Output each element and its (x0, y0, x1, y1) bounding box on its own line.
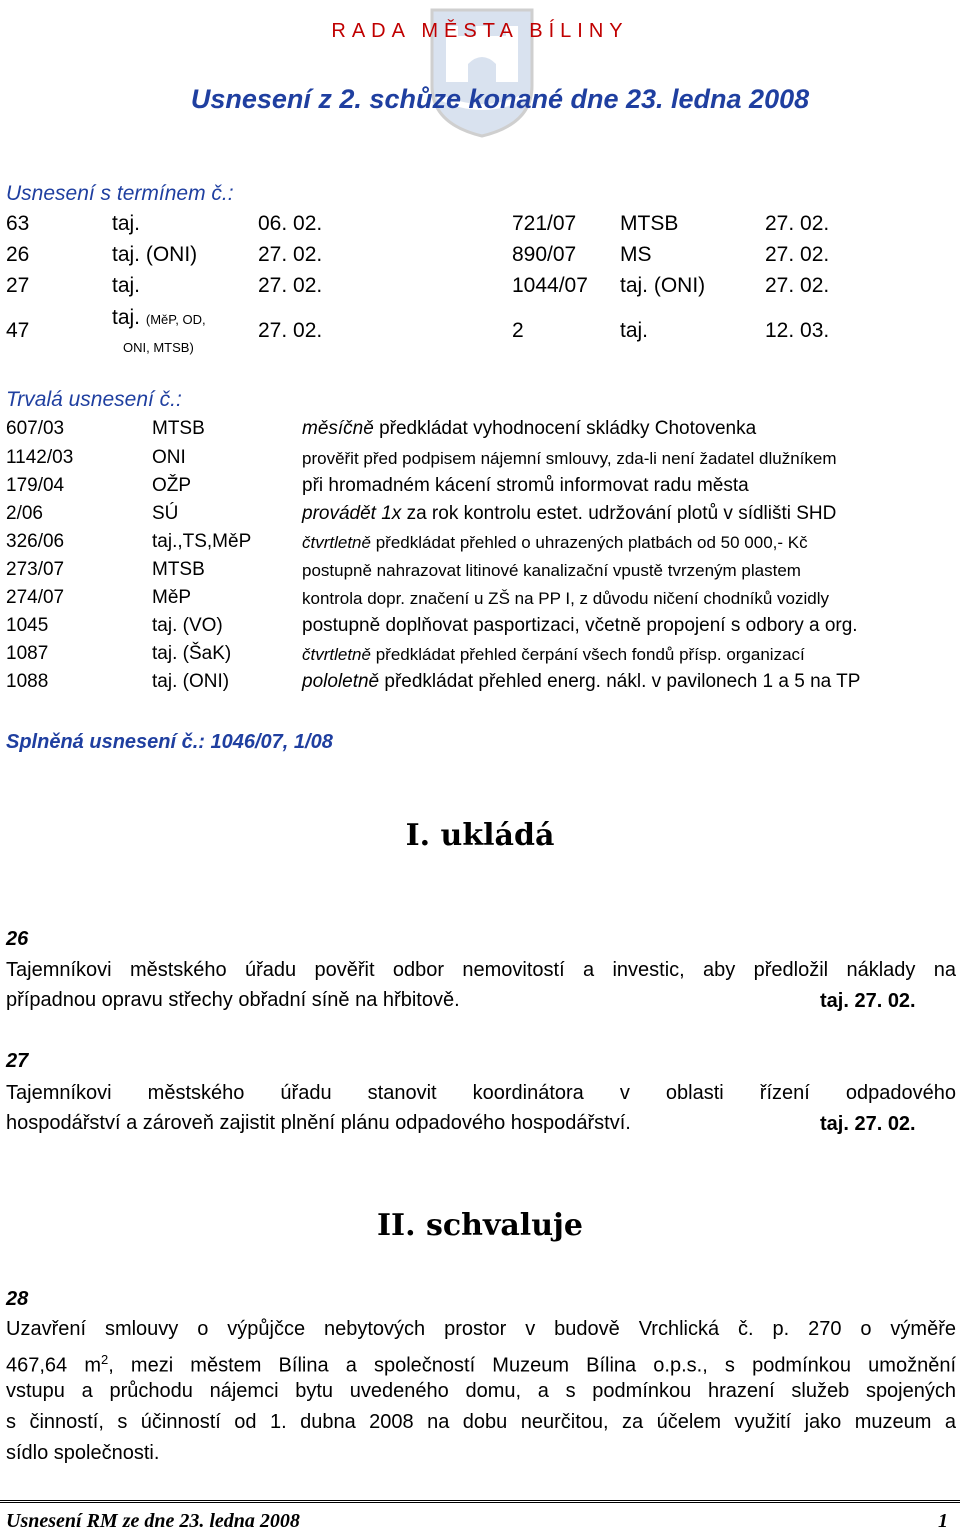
deadlines-heading: Usnesení s termínem č.: (6, 182, 234, 205)
deadline-number: 63 (6, 212, 30, 235)
permanent-number: 1087 (6, 643, 49, 664)
deadline-responsible: MTSB (620, 212, 679, 235)
permanent-task: měsíčně předkládat vyhodnocení skládky Chotovenka (302, 418, 757, 439)
deadline-responsible: taj. (620, 319, 649, 342)
item-number: 27 (6, 1050, 29, 1072)
permanent-responsible: ONI (152, 447, 186, 468)
permanent-number: 179/04 (6, 475, 65, 496)
deadline-responsible: MS (620, 243, 652, 266)
deadline-responsible: taj. (ONI) (620, 274, 706, 297)
permanent-task: pololetně předkládat přehled energ. nákl. v pavilonech 1 a 5 na TP (302, 671, 861, 692)
permanent-number: 2/06 (6, 503, 43, 524)
permanent-number: 607/03 (6, 418, 65, 439)
permanent-responsible: taj. (ŠaK) (152, 643, 232, 664)
item-text-line: případnou opravu střechy obřadní síně na hřbitově. (6, 989, 460, 1011)
deadline-number: 27 (6, 274, 30, 297)
item-text-line: 467,64 $m^2$, mezi městem Bílina a společností Muzeum Bílina o.p.s., s podmínkou umožnění (6, 1352, 956, 1377)
deadline-date: 27. 02. (765, 274, 830, 297)
permanent-task: postupně nahrazovat litinové kanalizační vpustě tvrzeným plastem (302, 561, 801, 580)
deadline-responsible: taj. (ONI) (112, 243, 198, 266)
deadline-number: 47 (6, 319, 30, 342)
item-text-line: Tajemníkovi městského úřadu pověřit odbor nemovitostí a investic, aby předložil náklady na (6, 959, 956, 981)
permanent-task: při hromadném kácení stromů informovat radu města (302, 475, 749, 496)
deadline-date: 27. 02. (258, 319, 323, 342)
deadline-number: 26 (6, 243, 30, 266)
permanent-task: čtvrtletně předkládat přehled čerpání všech fondů přísp. organizací (302, 645, 805, 664)
permanent-number: 1142/03 (6, 447, 74, 468)
permanent-task: kontrola dopr. značení u ZŠ na PP I, z důvodu ničení chodníků vozidly (302, 589, 830, 608)
item-deadline: taj. 27. 02. (820, 1113, 916, 1135)
permanent-responsible: SÚ (152, 503, 179, 524)
permanent-number: 273/07 (6, 559, 65, 580)
permanent-responsible: MTSB (152, 559, 205, 580)
permanent-number: 1088 (6, 671, 49, 692)
permanent-task: postupně doplňovat pasportizaci, včetně propojení s odbory a org. (302, 615, 858, 636)
deadline-responsible-detail: (MěP, OD, (145, 312, 206, 327)
council-name: RADA MĚSTA BÍLINY (331, 20, 629, 42)
permanent-task: provádět 1x za rok kontrolu estet. udržování plotů v sídlišti SHD (302, 503, 837, 524)
item-text-line: sídlo společnosti. (6, 1442, 160, 1464)
deadline-number: 2 (512, 319, 524, 342)
section-heading: I. ukládá (405, 818, 555, 853)
deadline-responsible-detail-line2: ONI, MTSB) (123, 340, 194, 355)
item-text-line: hospodářství a zároveň zajistit plnění plánu odpadového hospodářství. (6, 1112, 631, 1134)
fulfilled-resolutions: Splněná usnesení č.: 1046/07, 1/08 (6, 731, 333, 753)
permanent-number: 1045 (6, 615, 49, 636)
item-number: 26 (6, 928, 29, 950)
permanent-heading: Trvalá usnesení č.: (6, 388, 182, 411)
deadline-date: 27. 02. (258, 243, 323, 266)
permanent-number: 274/07 (6, 587, 65, 608)
deadline-number: 1044/07 (512, 274, 588, 297)
item-number: 28 (6, 1288, 29, 1310)
permanent-task: prověřit před podpisem nájemní smlouvy, zda-li není žadatel dlužníkem (302, 449, 837, 468)
permanent-number: 326/06 (6, 531, 65, 552)
deadline-date: 12. 03. (765, 319, 830, 342)
item-text-line: s činností, s účinností od 1. dubna 2008 na dobu neurčitou, za účelem využití jako muzeum a (6, 1411, 956, 1433)
permanent-responsible: MěP (152, 587, 192, 608)
item-deadline: taj. 27. 02. (820, 990, 916, 1012)
permanent-responsible: MTSB (152, 418, 205, 439)
footer-text: Usnesení RM ze dne 23. ledna 2008 (6, 1510, 300, 1532)
deadline-responsible: taj. (112, 212, 141, 235)
permanent-responsible: taj. (VO) (152, 615, 223, 636)
deadline-number: 890/07 (512, 243, 577, 266)
deadline-responsible-main: taj. (112, 306, 141, 329)
deadline-date: 27. 02. (765, 212, 830, 235)
deadline-responsible: taj. (112, 274, 141, 297)
permanent-responsible: OŽP (152, 475, 192, 496)
item-text-line: Tajemníkovi městského úřadu stanovit koordinátora v oblasti řízení odpadového (6, 1082, 956, 1104)
section-heading: II. schvaluje (377, 1208, 583, 1243)
permanent-responsible: taj.,TS,MěP (152, 531, 252, 552)
deadline-date: 27. 02. (765, 243, 830, 266)
deadline-date: 27. 02. (258, 274, 323, 297)
deadline-number: 721/07 (512, 212, 577, 235)
permanent-responsible: taj. (ONI) (152, 671, 230, 692)
item-text-line: Uzavření smlouvy o výpůjčce nebytových prostor v budově Vrchlická č. p. 270 o výměře (6, 1318, 956, 1340)
item-text-line: vstupu a průchodu nájemci bytu uvedeného domu, a s podmínkou hrazení služeb spojených (6, 1380, 956, 1402)
permanent-task: čtvrtletně předkládat přehled o uhrazených platbách od 50 000,- Kč (302, 533, 808, 552)
footer-divider (0, 1500, 960, 1503)
resolution-title: Usnesení z 2. schůze konané dne 23. ledna 2008 (190, 84, 810, 114)
deadline-responsible (112, 306, 206, 330)
deadline-date: 06. 02. (258, 212, 323, 235)
page-number: 1 (938, 1510, 948, 1532)
